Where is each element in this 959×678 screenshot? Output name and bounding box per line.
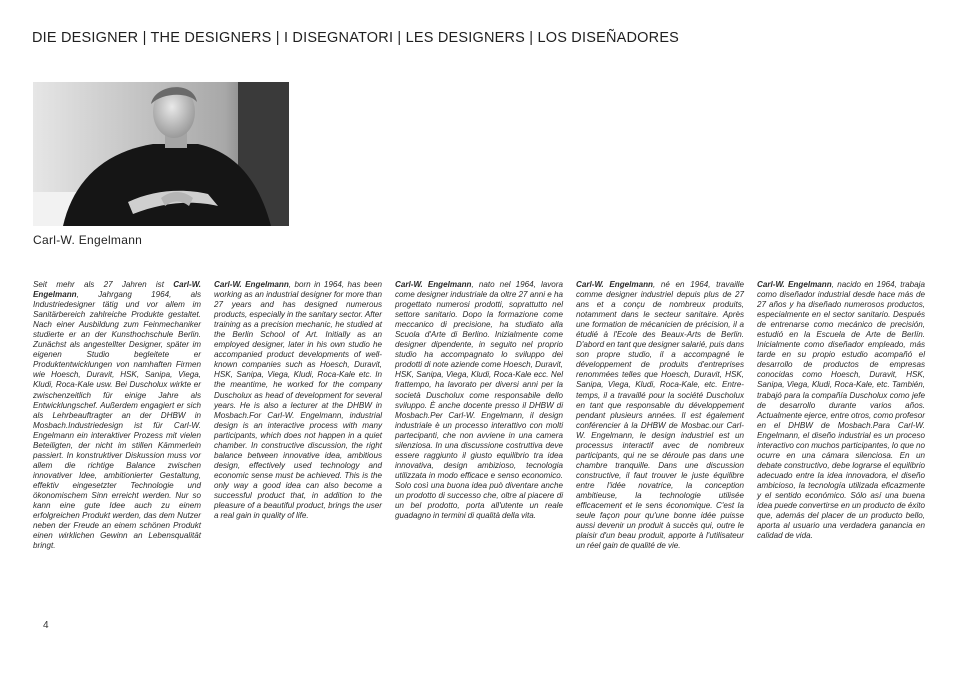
column-body: , né en 1964, travaille comme designer industriel depuis plus de 27 ans et a conçu de nombreux produits, notamment dans le secteur sanitaire. Après une formation de mécanicien de précision, il a étudié à l'Ecole des Beaux-Arts de Berlin. D'abord en tant que designer salarié, puis dans son propre studio, il a accompagné le développement de produits d'entreprises renommées telles que Hoesch, Duravit, HSK, Sanipa, Viega, Kludi, Roca-Kale, etc. Entre-temps, il a travaillé pour la société Duscholux en tant que responsable du développement pendant plusieurs années. Il est également conférencier à la DHBW de Mosbac.our Carl-W. Engelmann, le design industriel est un processus interactif avec de nombreux participants, qui ne se déroule pas dans une chambre tranquille. Dans une discussion constructive, il faut trouver le juste équilibre entre l'idée novatrice, la conception ambitieuse, la technologie utilisée efficacement et le sens économique. C'est la seule façon pour qu'une bonne idée puisse aussi devenir un produit à succès qui, outre le plaisir d'un beau produit, apporte à l'utilisateur un réel gain de qualité de vie. [576, 280, 744, 551]
column-body: , nacido en 1964, trabaja como diseñador industrial desde hace más de 27 años y ha diseñado numerosos productos, especialmente en el sector sanitario. Después de entrenarse como mecánico de precisión, estudió en la Escuela de Arte de Berlín. Inicialmente como diseñador empleado, más tarde en su propio estudio acompañó el desarrollo de productos de empresas conocidas como Hoesch, Duravit, HSK, Sanipa, Viega, Kludi, Roca-Kale, etc. También, trabajó para la compañía Duscholux como jefe de desarrollo durante varios años. Actualmente ejerce, entre otros, como profesor en el DHBW de Mosbach.Para Carl-W. Engelmann, el diseño industrial es un proceso interactivo con muchos participantes, lo que no ocurre en una cámara silenciosa. En un debate constructivo, debe lograrse el equilibrio adecuado entre la idea innovadora, el diseño ambicioso, la tecnología utilizada eficazmente y el sentido económico. Sólo así una buena idea puede convertirse en un producto de éxito que, además del placer de un producto bello, aporta al usuario una verdadera ganancia en calidad de vida. [757, 280, 925, 541]
page-number: 4 [43, 620, 49, 631]
column-body: , born in 1964, has been working as an industrial designer for more than 27 years and has designed numerous products, especially in the sanitary sector. After training as a precision mechanic, he studied at the Berlin School of Art. Initially as an employed designer, later in his own studio he accompanied product developments of well-known companies such as Hoesch, Duravit, HSK, Sanipa, Viega, Kludi, Roca-Kale etc. In the meantime, he worked for the company Duscholux as head of development for several years. He is also a lecturer at the DHBW in Mosbach.For Carl-W. Engelmann, industrial design is an interactive process with many participants, which does not happen in a quiet chamber. In constructive discussion, the right balance between innovative idea, ambitious design, effectively used technology and economic sense must be achieved. This is the only way a good idea can also become a successful product that, in addition to the pleasure of a beautiful product, brings the user a real gain in quality of life. [214, 280, 382, 521]
designer-portrait-photo [33, 82, 289, 226]
designer-name: Carl-W. Engelmann [33, 280, 201, 300]
column-body: , Jahrgang 1964, als Industriedesigner tätig und vor allem im Sanitärbereich zahlreiche Produkte gestaltet. Nach einer Ausbildung zum Feinmechaniker studierte er an der Kunsthochschule Berlin. Zunächst als angestellter Designer, später im eigenen Studio begleitete er Produktentwicklungen von namhaften Firmen wie Hoesch, Duravit, HSK, Sanipa, Viega, Kludi, Roca-Kale usw. Bei Duscholux wirkte er zwischenzeitlich für einige Jahre als Entwicklungschef. Außerdem engagiert er sich als Lehrbeauftragter an der DHBW in Mosbach.Industriedesign ist für Carl-W. Engelmann ein interaktiver Prozess mit vielen Beteiligten, der nicht im stillen Kämmerlein passiert. In konstruktiver Diskussion muss vor allem die richtige Balance zwischen innovativer Idee, ambitionierter Gestaltung, effektiv eingesetzter Technologie und ökonomischem Sinn erreicht werden. Nur so kann eine gute Idee auch zu einem erfolgreichen Produkt werden, das dem Nutzer neben der Freude an einem schönen Produkt einen wirklichen Gewinn an Lebensqualität bringt. [33, 290, 201, 551]
designer-name: Carl-W. Engelmann [757, 280, 832, 289]
photo-caption: Carl-W. Engelmann [33, 233, 143, 247]
column-intro: Seit mehr als 27 Jahren ist [33, 280, 174, 289]
designer-name: Carl-W. Engelmann [395, 280, 472, 289]
text-column-spanish [757, 280, 925, 541]
page-title: DIE DESIGNER | THE DESIGNERS | I DISEGNATORI | LES DESIGNERS | LOS DISEÑADORES [32, 30, 680, 46]
designer-name: Carl-W. Engelmann [576, 280, 653, 289]
designer-name: Carl-W. Engelmann [214, 280, 289, 289]
text-column-french [576, 280, 744, 551]
column-body: , nato nel 1964, lavora come designer industriale da oltre 27 anni e ha progettato numerosi prodotti, soprattutto nel settore sanitario. Dopo la formazione come meccanico di precisione, ha studiato alla Scuola d'Arte di Berlino. Inizialmente come designer dipendente, in seguito nel proprio studio ha accompagnato lo sviluppo dei prodotti di note aziende come Hoesch, Duravit, HSK, Sanipa, Viega, Kludi, Roca-Kale ecc. Nel frattempo, ha lavorato per diversi anni per la società Duscholux come responsabile dello sviluppo. È anche docente presso il DHBW di Mosbach.Per Carl-W. Engelmann, il design industriale è un processo interattivo con molti partecipanti, che non avviene in una camera silenziosa. In una discussione costruttiva deve essere raggiunto il giusto equilibrio tra idea innovativa, design ambizioso, tecnologia utilizzata in modo efficace e senso economico. Solo così una buona idea può diventare anche un prodotto di successo che, oltre al piacere di un bel prodotto, porta all'utente un reale guadagno in termini di qualità della vita. [395, 280, 564, 521]
text-column-english [214, 280, 382, 521]
text-column-italian [395, 280, 563, 521]
text-column-german [33, 280, 201, 551]
